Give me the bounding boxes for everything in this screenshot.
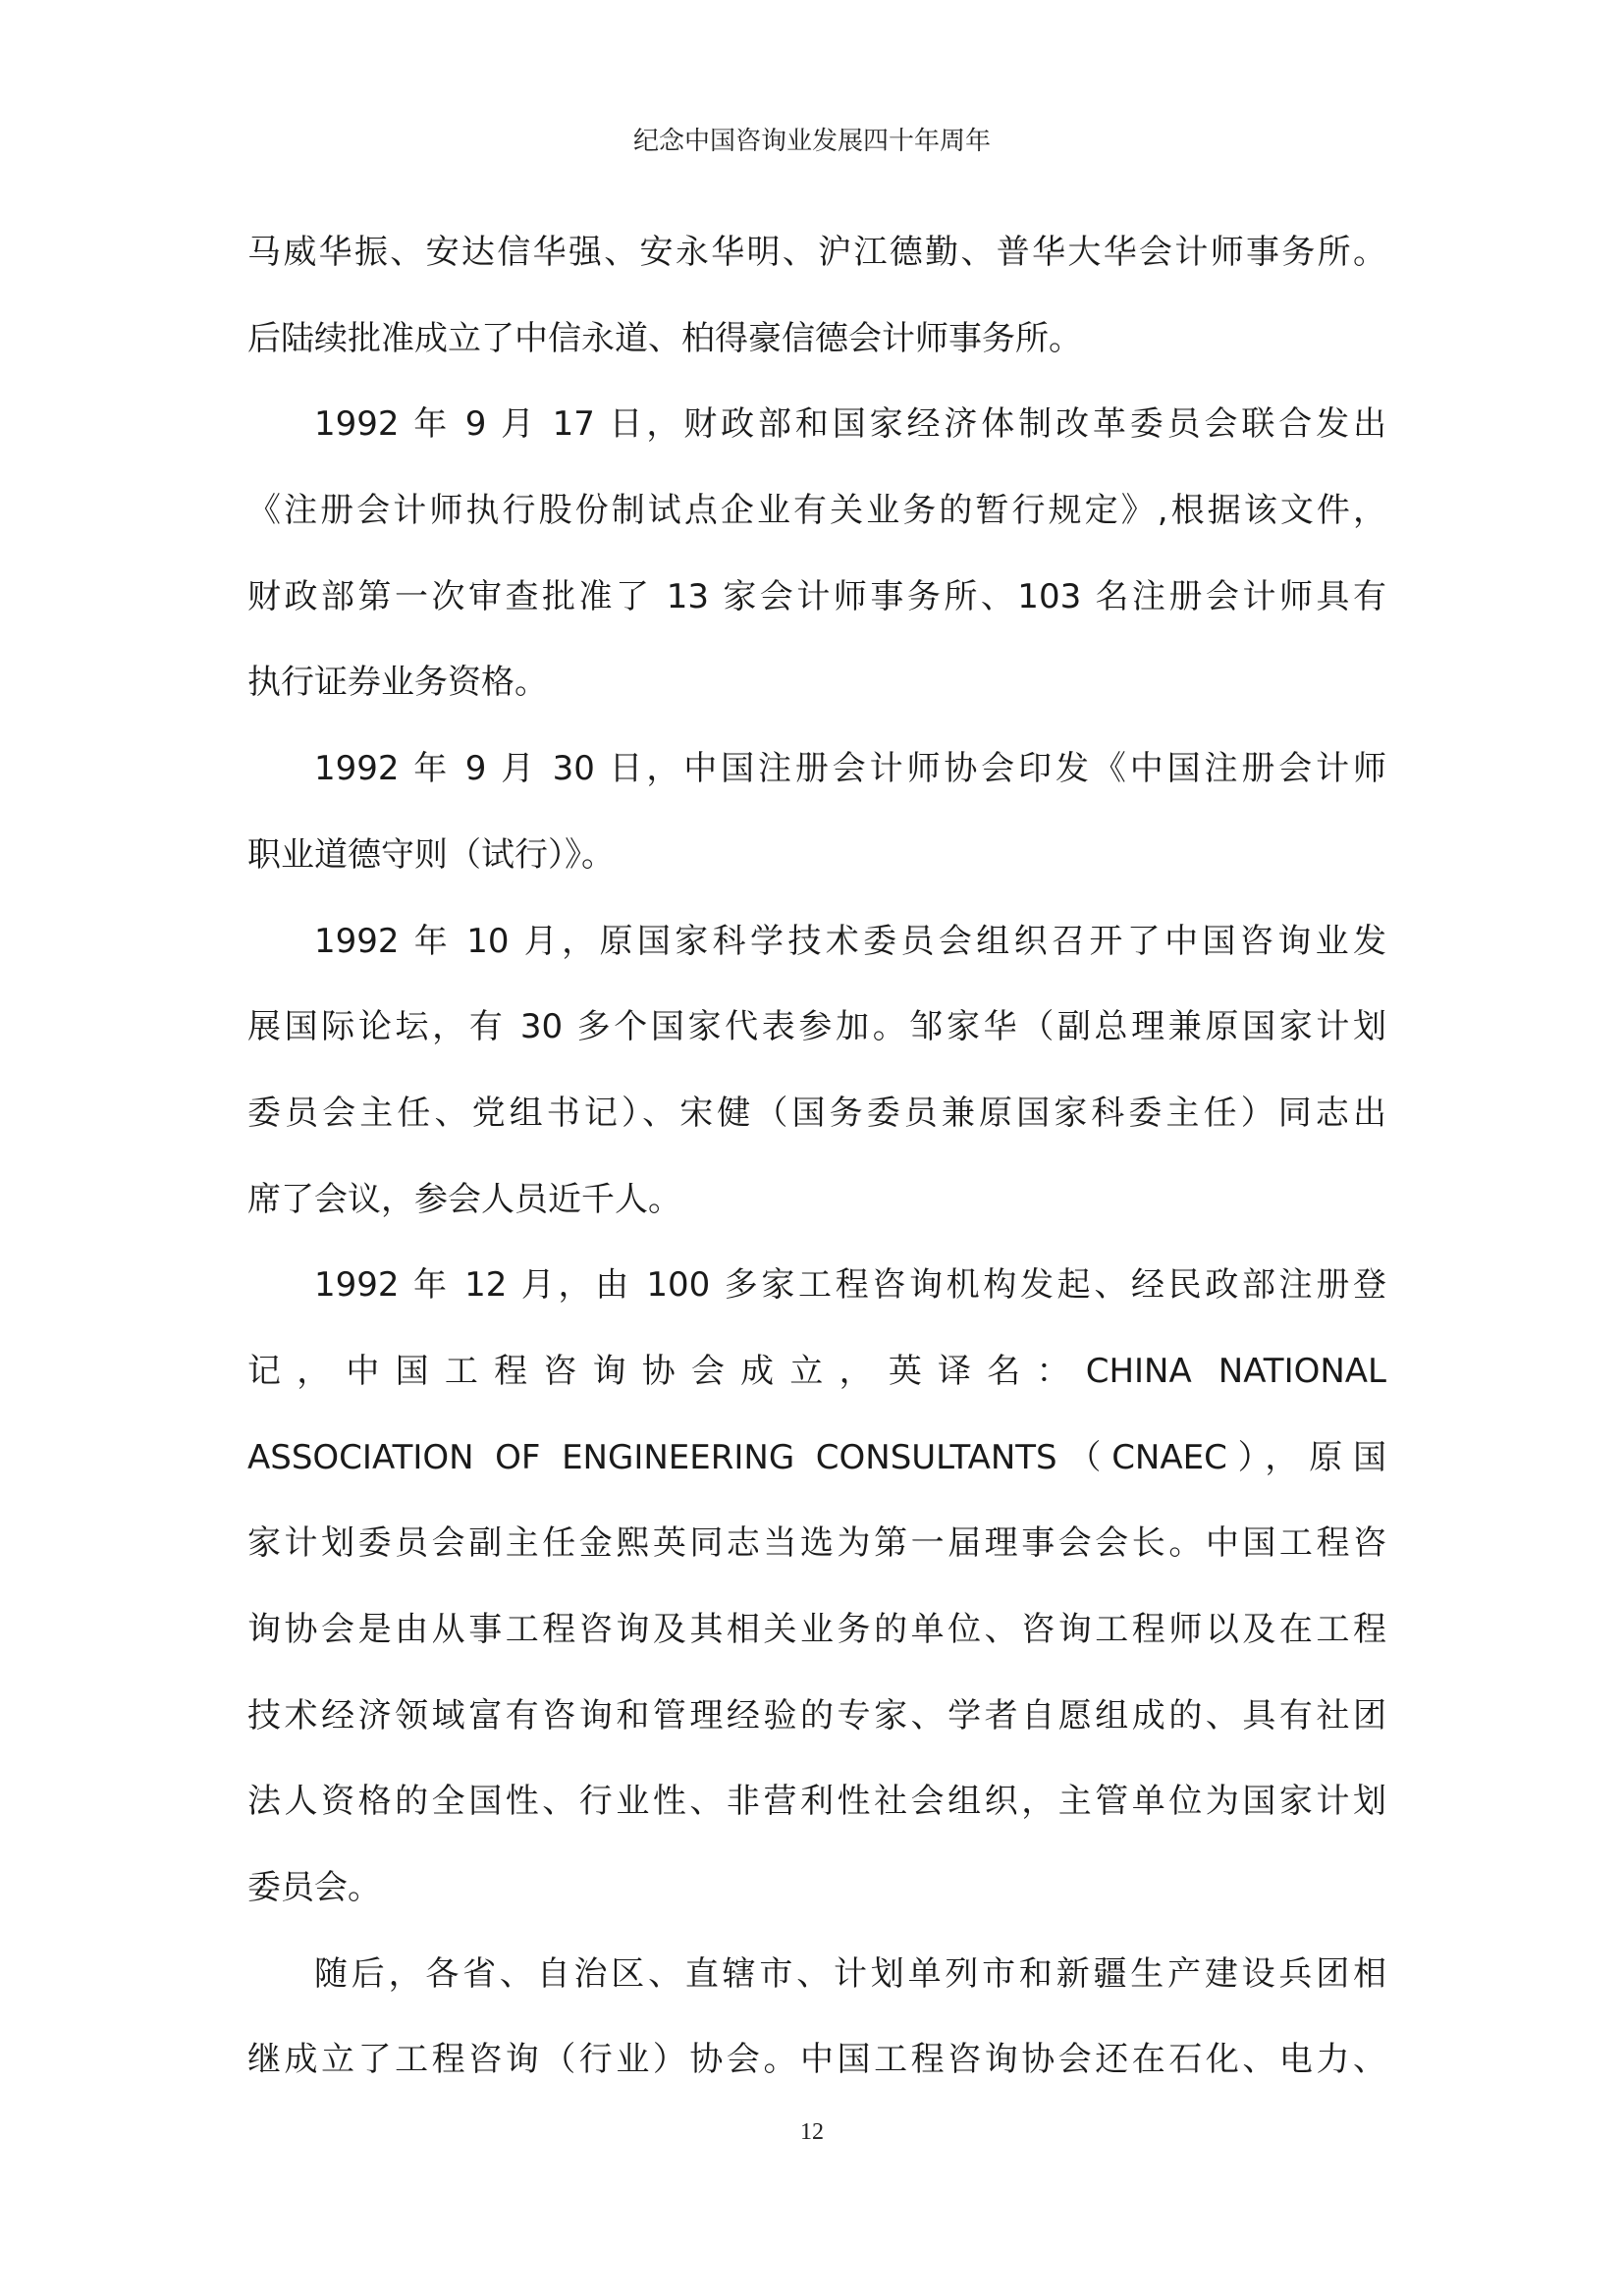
text-line: 《注册会计师执行股份制试点企业有关业务的暂行规定》,根据该文件， bbox=[247, 491, 1386, 531]
text-line: 1992 年 9 月 17 日，财政部和国家经济体制改革委员会联合发出 bbox=[314, 404, 1386, 445]
text-line: 职业道德守则（试行）》。 bbox=[247, 834, 615, 875]
text-line: 继成立了工程咨询（行业）协会。中国工程咨询协会还在石化、电力、 bbox=[247, 2040, 1386, 2080]
text-line: 1992 年 12 月，由 100 多家工程咨询机构发起、经民政部注册登 bbox=[314, 1265, 1386, 1306]
text-line: 后陆续批准成立了中信永道、柏得豪信德会计师事务所。 bbox=[247, 318, 1082, 358]
text-line: 席了会议，参会人员近千人。 bbox=[247, 1179, 681, 1219]
text-line: 执行证券业务资格。 bbox=[247, 663, 548, 703]
text-line: 展国际论坛，有 30 多个国家代表参加。邹家华（副总理兼原国家计划 bbox=[247, 1007, 1386, 1047]
text-line: 法人资格的全国性、行业性、非营利性社会组织，主管单位为国家计划 bbox=[247, 1782, 1386, 1822]
text-line: 马威华振、安达信华强、安永华明、沪江德勤、普华大华会计师事务所。 bbox=[247, 233, 1386, 272]
text-line: 1992 年 10 月，原国家科学技术委员会组织召开了中国咨询业发 bbox=[314, 921, 1386, 961]
text-line: 询协会是由从事工程咨询及其相关业务的单位、咨询工程师以及在工程 bbox=[247, 1610, 1386, 1649]
text-line: 委员会。 bbox=[247, 1868, 381, 1908]
page-header: 纪念中国咨询业发展四十年周年 bbox=[632, 127, 991, 156]
text-line: 1992 年 9 月 30 日，中国注册会计师协会印发《中国注册会计师 bbox=[314, 749, 1386, 789]
document-body bbox=[247, 210, 1386, 2104]
text-line: 技术经济领域富有咨询和管理经验的专家、学者自愿组成的、具有社团 bbox=[247, 1695, 1386, 1735]
text-line: 记，中国工程咨询协会成立，英译名：CHINA NATIONAL bbox=[247, 1351, 1386, 1391]
text-line: 家计划委员会副主任金熙英同志当选为第一届理事会会长。中国工程咨 bbox=[247, 1523, 1386, 1564]
text-line: 随后，各省、自治区、直辖市、计划单列市和新疆生产建设兵团相 bbox=[314, 1953, 1386, 1994]
page-number: 12 bbox=[800, 2119, 824, 2145]
text-line: ASSOCIATION OF ENGINEERING CONSULTANTS（CNAEC），原国 bbox=[247, 1437, 1386, 1477]
text-line: 委员会主任、党组书记）、宋健（国务委员兼原国家科委主任）同志出 bbox=[247, 1093, 1386, 1133]
text-line: 财政部第一次审查批准了 13 家会计师事务所、103 名注册会计师具有 bbox=[247, 576, 1386, 616]
